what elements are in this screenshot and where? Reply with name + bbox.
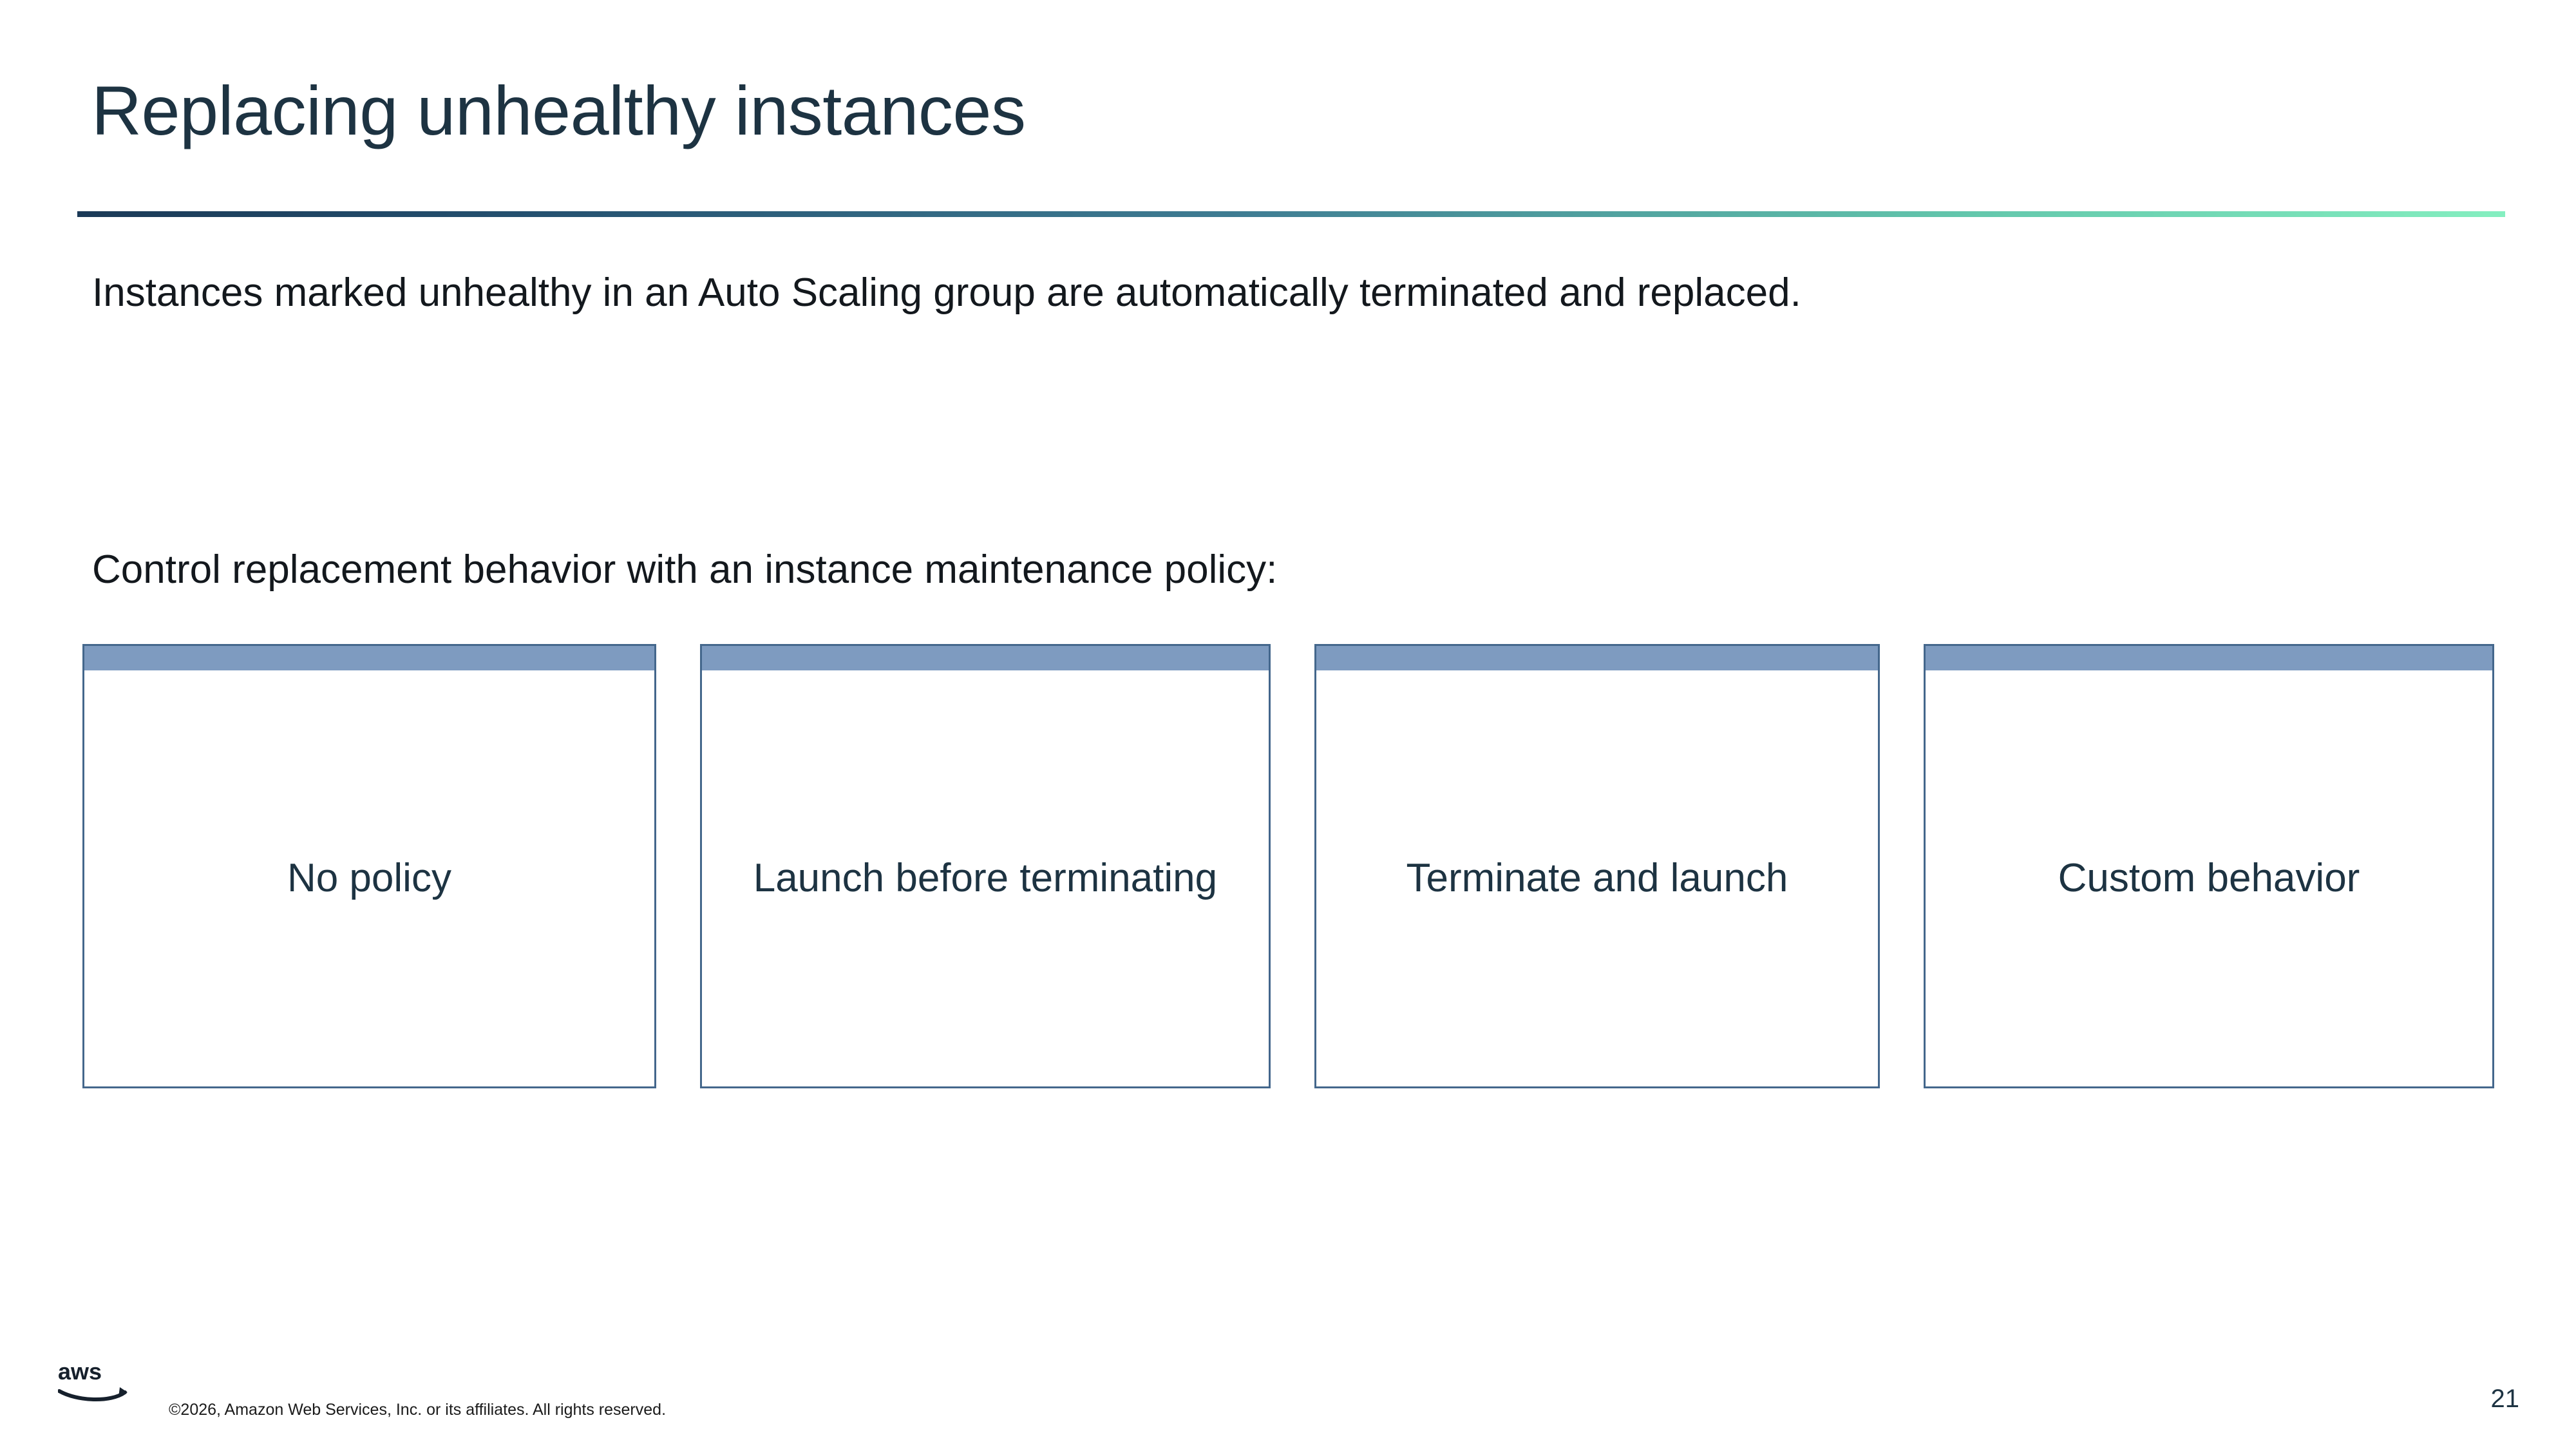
card-accent-bar <box>84 646 654 670</box>
policy-card-launch-before-terminating <box>700 644 1271 1088</box>
svg-text:aws: aws <box>58 1358 102 1385</box>
title-divider <box>77 211 2505 217</box>
card-label: No policy <box>287 856 451 901</box>
card-label: Terminate and launch <box>1406 856 1788 901</box>
page-number: 21 <box>2490 1385 2519 1413</box>
copyright-text: ©2026, Amazon Web Services, Inc. or its affiliates. All rights reserved. <box>169 1401 667 1419</box>
card-body <box>84 670 654 1086</box>
aws-logo-icon <box>58 1358 140 1404</box>
page-title: Replacing unhealthy instances <box>91 71 1026 149</box>
card-label: Custom behavior <box>2058 856 2360 901</box>
body-paragraph-1: Instances marked unhealthy in an Auto Scaling group are automatically terminated and replaced. <box>92 270 1801 315</box>
card-accent-bar <box>1926 646 2492 670</box>
policy-card-custom-behavior <box>1924 644 2494 1088</box>
card-accent-bar <box>1316 646 1878 670</box>
card-body <box>702 670 1269 1086</box>
policy-card-row <box>82 644 2494 1088</box>
card-label: Launch before terminating <box>753 856 1218 901</box>
policy-card-terminate-and-launch <box>1314 644 1880 1088</box>
card-accent-bar <box>702 646 1269 670</box>
card-body <box>1316 670 1878 1086</box>
card-body <box>1926 670 2492 1086</box>
body-paragraph-2: Control replacement behavior with an instance maintenance policy: <box>92 547 1278 592</box>
policy-card-no-policy <box>82 644 656 1088</box>
